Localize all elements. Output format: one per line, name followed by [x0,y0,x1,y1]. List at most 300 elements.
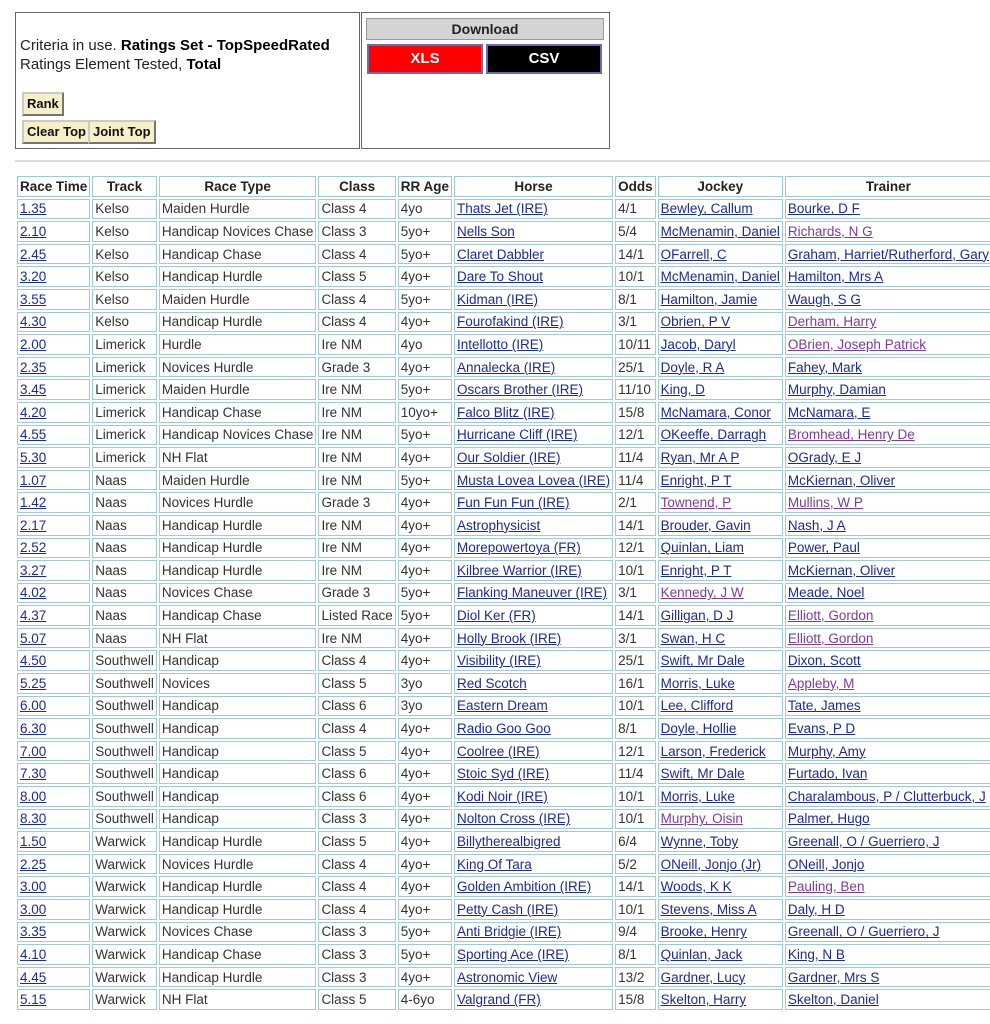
trainer-link[interactable]: Dixon, Scott [787,653,861,669]
table-row [17,696,990,717]
trainer-cell [785,470,990,491]
track-cell: Southwell [92,673,157,694]
jockey-link[interactable]: ONeill, Jonjo (Jr) [660,856,762,872]
race-type-cell: Novices Chase [159,583,317,604]
horse-link[interactable]: Anti Bridgie (IRE) [457,924,562,940]
jockey-link[interactable]: Gilligan, D J [660,608,734,624]
horse-link[interactable]: Eastern Dream [457,698,548,714]
jockey-cell [658,696,783,717]
race-time-link[interactable]: 5.25 [20,675,47,691]
trainer-link[interactable]: Murphy, Amy [787,743,866,759]
odds-cell: 15/8 [615,989,656,1010]
xls-download-button[interactable]: XLS [367,44,483,74]
jockey-link[interactable]: Doyle, Hollie [660,721,737,737]
trainer-link[interactable]: Fahey, Mark [787,359,862,375]
track-cell: Southwell [92,741,157,762]
section-divider [15,160,990,162]
trainer-link[interactable]: Elliott, Gordon [787,630,874,646]
horse-link[interactable]: Red Scotch [457,675,527,691]
track-cell: Warwick [92,854,157,875]
odds-cell: 10/1 [615,809,656,830]
trainer-link[interactable]: Power, Paul [787,540,860,556]
horse-link[interactable]: Valgrand (FR) [457,992,541,1008]
race-type-cell: Handicap [159,650,317,671]
jockey-link[interactable]: Woods, K K [660,879,732,895]
race-time-link[interactable]: 3.20 [20,269,47,285]
race-time-link[interactable]: 4.30 [20,314,47,330]
header-rr-age[interactable]: RR Age [398,176,452,197]
jockey-link[interactable]: Swift, Mr Dale [660,653,745,669]
horse-link[interactable]: Fourofakind (IRE) [457,314,564,330]
track-cell: Southwell [92,696,157,717]
jockey-link[interactable]: McMenamin, Daniel [660,223,780,239]
horse-link[interactable]: Hurricane Cliff (IRE) [457,427,578,443]
race-time-link[interactable]: 2.00 [20,336,47,352]
race-time-cell [17,650,90,671]
race-time-link[interactable]: 1.07 [20,472,47,488]
race-time-cell [17,741,90,762]
race-type-cell: Handicap Chase [159,402,317,423]
trainer-cell [785,628,990,649]
jockey-link[interactable]: Morris, Luke [660,788,735,804]
horse-link[interactable]: Claret Dabbler [457,246,545,262]
jockey-cell [658,989,783,1010]
jockey-link[interactable]: Kennedy, J W [660,585,744,601]
clear-top-button[interactable]: Clear Top [22,120,91,144]
rr-age-cell: 4yo+ [398,967,452,988]
trainer-cell [785,334,990,355]
class-cell: Grade 3 [318,492,395,513]
odds-cell: 11/4 [615,763,656,784]
race-type-cell: Maiden Hurdle [159,199,317,220]
header-class[interactable]: Class [318,176,395,197]
track-cell: Warwick [92,876,157,897]
trainer-link[interactable]: Greenall, O / Guerriero, J [787,924,940,940]
race-time-cell [17,831,90,852]
race-time-link[interactable]: 2.17 [20,517,47,533]
jockey-link[interactable]: Enright, P T [660,562,732,578]
jockey-cell [658,583,783,604]
race-time-cell [17,425,90,446]
race-time-link[interactable]: 2.35 [20,359,47,375]
race-time-link[interactable]: 4.20 [20,404,47,420]
table-row [17,515,990,536]
table-row [17,944,990,965]
race-time-cell [17,470,90,491]
race-time-link[interactable]: 1.42 [20,495,47,511]
jockey-link[interactable]: Townend, P [660,495,732,511]
rank-button[interactable]: Rank [22,92,64,116]
trainer-link[interactable]: McNamara, E [787,404,871,420]
trainer-link[interactable]: Richards, N G [787,223,873,239]
odds-cell: 11/4 [615,470,656,491]
odds-cell: 25/1 [615,357,656,378]
jockey-link[interactable]: Bewley, Callum [660,201,753,217]
odds-cell: 10/11 [615,334,656,355]
table-row [17,379,990,400]
race-time-link[interactable]: 3.55 [20,291,47,307]
rr-age-cell: 5yo+ [398,425,452,446]
trainer-link[interactable]: Furtado, Ivan [787,766,868,782]
trainer-cell [785,741,990,762]
trainer-link[interactable]: McKiernan, Oliver [787,562,896,578]
trainer-cell [785,244,990,265]
class-cell: Class 3 [318,967,395,988]
header-track[interactable]: Track [92,176,157,197]
rr-age-cell: 4yo [398,199,452,220]
race-time-link[interactable]: 2.45 [20,246,47,262]
jockey-link[interactable]: Quinlan, Liam [660,540,744,556]
download-panel [361,12,610,149]
jockey-cell [658,944,783,965]
jockey-link[interactable]: Hamilton, Jamie [660,291,758,307]
horse-cell [454,312,613,333]
horse-cell [454,334,613,355]
race-time-link[interactable]: 7.00 [20,743,47,759]
class-cell: Class 3 [318,944,395,965]
jockey-cell [658,741,783,762]
horse-link[interactable]: Stoic Syd (IRE) [457,766,550,782]
jockey-link[interactable]: Swift, Mr Dale [660,766,745,782]
jockey-link[interactable]: Wynne, Toby [660,834,739,850]
trainer-link[interactable]: Palmer, Hugo [787,811,870,827]
horse-cell [454,786,613,807]
rr-age-cell: 4yo+ [398,831,452,852]
trainer-cell [785,763,990,784]
jockey-link[interactable]: Skelton, Harry [660,992,747,1008]
trainer-link[interactable]: Bourke, D F [787,201,860,217]
horse-link[interactable]: Fun Fun Fun (IRE) [457,495,570,511]
odds-cell: 3/1 [615,583,656,604]
jockey-link[interactable]: Morris, Luke [660,675,735,691]
race-time-link[interactable]: 3.00 [20,901,47,917]
jockey-link[interactable]: Brooke, Henry [660,924,747,940]
horse-link[interactable]: King Of Tara [457,856,532,872]
track-cell: Kelso [92,244,157,265]
trainer-link[interactable]: ONeill, Jonjo [787,856,865,872]
track-cell: Southwell [92,786,157,807]
race-time-link[interactable]: 4.45 [20,969,47,985]
header-horse[interactable]: Horse [454,176,613,197]
horse-link[interactable]: Kilbree Warrior (IRE) [457,562,582,578]
jockey-cell [658,605,783,626]
odds-cell: 8/1 [615,718,656,739]
class-cell: Class 4 [318,718,395,739]
horse-link[interactable]: Nells Son [457,223,515,239]
track-cell: Kelso [92,199,157,220]
jockey-link[interactable]: Enright, P T [660,472,732,488]
trainer-link[interactable]: Waugh, S G [787,291,861,307]
race-time-link[interactable]: 1.35 [20,201,47,217]
header-race-time[interactable]: Race Time [17,176,90,197]
class-cell: Ire NM [318,470,395,491]
horse-link[interactable]: Oscars Brother (IRE) [457,382,584,398]
jockey-link[interactable]: Lee, Clifford [660,698,734,714]
race-time-link[interactable]: 7.30 [20,766,47,782]
race-type-cell: Handicap Hurdle [159,515,317,536]
trainer-link[interactable]: Derham, Harry [787,314,877,330]
jockey-cell [658,718,783,739]
horse-link[interactable]: Dare To Shout [457,269,544,285]
jockey-link[interactable]: Quinlan, Jack [660,946,743,962]
trainer-link[interactable]: Graham, Harriet/Rutherford, Gary [787,246,989,262]
horse-link[interactable]: Thats Jet (IRE) [457,201,548,217]
jockey-link[interactable]: Jacob, Daryl [660,336,736,352]
race-type-cell: Handicap Hurdle [159,560,317,581]
race-time-link[interactable]: 3.35 [20,924,47,940]
class-cell: Class 3 [318,221,395,242]
race-type-cell: Handicap Hurdle [159,266,317,287]
rr-age-cell: 4yo+ [398,876,452,897]
track-cell: Warwick [92,989,157,1010]
horse-link[interactable]: Kidman (IRE) [457,291,539,307]
jockey-link[interactable]: Ryan, Mr A P [660,449,740,465]
jockey-cell [658,266,783,287]
race-time-cell [17,289,90,310]
horse-link[interactable]: Nolton Cross (IRE) [457,811,571,827]
race-time-link[interactable]: 1.50 [20,834,47,850]
odds-cell: 14/1 [615,515,656,536]
race-time-link[interactable]: 5.15 [20,992,47,1008]
trainer-link[interactable]: Pauling, Ben [787,879,865,895]
race-time-link[interactable]: 4.10 [20,946,47,962]
jockey-link[interactable]: Gardner, Lucy [660,969,746,985]
horse-link[interactable]: Astronomic View [457,969,558,985]
race-time-link[interactable]: 2.25 [20,856,47,872]
table-row [17,199,990,220]
odds-cell: 5/4 [615,221,656,242]
horse-link[interactable]: Kodi Noir (IRE) [457,788,548,804]
trainer-link[interactable]: OGrady, E J [787,449,862,465]
horse-link[interactable]: Annalecka (IRE) [457,359,556,375]
csv-download-button[interactable]: CSV [486,44,602,74]
trainer-link[interactable]: Skelton, Daniel [787,992,879,1008]
trainer-link[interactable]: McKiernan, Oliver [787,472,896,488]
jockey-cell [658,876,783,897]
jockey-link[interactable]: OKeeffe, Darragh [660,427,767,443]
odds-cell: 2/1 [615,492,656,513]
race-time-link[interactable]: 3.45 [20,382,47,398]
jockey-cell [658,763,783,784]
race-type-cell: Handicap [159,786,317,807]
odds-cell: 11/10 [615,379,656,400]
race-time-link[interactable]: 8.00 [20,788,47,804]
trainer-link[interactable]: Tate, James [787,698,861,714]
trainer-cell [785,809,990,830]
race-time-link[interactable]: 4.55 [20,427,47,443]
odds-cell: 8/1 [615,289,656,310]
rr-age-cell: 4yo+ [398,560,452,581]
race-time-link[interactable]: 2.10 [20,223,47,239]
table-row [17,809,990,830]
horse-link[interactable]: Radio Goo Goo [457,721,551,737]
race-time-link[interactable]: 5.07 [20,630,47,646]
trainer-cell [785,696,990,717]
track-cell: Southwell [92,763,157,784]
horse-link[interactable]: Visibility (IRE) [457,653,541,669]
horse-link[interactable]: Billytherealbigred [457,834,561,850]
track-cell: Limerick [92,334,157,355]
horse-link[interactable]: Flanking Maneuver (IRE) [457,585,608,601]
trainer-link[interactable]: Bromhead, Henry De [787,427,915,443]
horse-link[interactable]: Morepowertoya (FR) [457,540,581,556]
track-cell: Naas [92,492,157,513]
horse-cell [454,605,613,626]
odds-cell: 12/1 [615,538,656,559]
header-race-type[interactable]: Race Type [159,176,317,197]
jockey-cell [658,379,783,400]
jockey-cell [658,899,783,920]
race-type-cell: Handicap [159,763,317,784]
jockey-link[interactable]: McNamara, Conor [660,404,771,420]
race-time-link[interactable]: 2.52 [20,540,47,556]
table-row [17,492,990,513]
rr-age-cell: 4yo+ [398,538,452,559]
jockey-link[interactable]: Obrien, P V [660,314,731,330]
race-time-link[interactable]: 6.30 [20,721,47,737]
race-time-link[interactable]: 3.27 [20,562,47,578]
horse-cell [454,538,613,559]
class-cell: Ire NM [318,515,395,536]
race-time-link[interactable]: 8.30 [20,811,47,827]
class-cell: Ire NM [318,379,395,400]
class-cell: Class 4 [318,244,395,265]
table-body [17,199,990,1010]
trainer-link[interactable]: Nash, J A [787,517,846,533]
class-cell: Class 3 [318,922,395,943]
jockey-cell [658,447,783,468]
trainer-cell [785,605,990,626]
rr-age-cell: 4yo+ [398,650,452,671]
odds-cell: 8/1 [615,944,656,965]
race-time-link[interactable]: 4.50 [20,653,47,669]
jockey-link[interactable]: Stevens, Miss A [660,901,757,917]
trainer-link[interactable]: Greenall, O / Guerriero, J [787,834,940,850]
class-cell: Ire NM [318,425,395,446]
race-time-link[interactable]: 4.37 [20,608,47,624]
race-time-link[interactable]: 4.02 [20,585,47,601]
jockey-link[interactable]: Brouder, Gavin [660,517,751,533]
jockey-link[interactable]: OFarrell, C [660,246,727,262]
track-cell: Limerick [92,402,157,423]
trainer-link[interactable]: Elliott, Gordon [787,608,874,624]
race-type-cell: Handicap Hurdle [159,876,317,897]
trainer-link[interactable]: Appleby, M [787,675,855,691]
trainer-link[interactable]: Hamilton, Mrs A [787,269,884,285]
jockey-link[interactable]: Murphy, Oisin [660,811,743,827]
trainer-link[interactable]: Daly, H D [787,901,845,917]
horse-cell [454,944,613,965]
ratings-set-value: Ratings Set - TopSpeedRated [120,37,330,54]
jockey-cell [658,786,783,807]
trainer-cell [785,425,990,446]
horse-link[interactable]: Holly Brook (IRE) [457,630,562,646]
trainer-link[interactable]: Meade, Noel [787,585,865,601]
jockey-cell [658,515,783,536]
trainer-link[interactable]: Charalambous, P / Clutterbuck, J [787,788,986,804]
rr-age-cell: 5yo+ [398,244,452,265]
table-row [17,763,990,784]
jockey-link[interactable]: McMenamin, Daniel [660,269,780,285]
horse-cell [454,425,613,446]
header-jockey[interactable]: Jockey [658,176,783,197]
horse-link[interactable]: Astrophysicist [457,517,541,533]
criteria-text [20,36,330,74]
horse-link[interactable]: Petty Cash (IRE) [457,901,559,917]
race-time-cell [17,718,90,739]
track-cell: Kelso [92,289,157,310]
horse-link[interactable]: Intellotto (IRE) [457,336,544,352]
class-cell: Ire NM [318,334,395,355]
jockey-link[interactable]: Larson, Frederick [660,743,766,759]
rr-age-cell: 4yo+ [398,809,452,830]
trainer-link[interactable]: Mullins, W P [787,495,863,511]
class-cell: Ire NM [318,447,395,468]
ratings-element-value: Total [186,56,222,73]
odds-cell: 3/1 [615,628,656,649]
rr-age-cell: 3yo [398,696,452,717]
rr-age-cell: 4yo+ [398,447,452,468]
jockey-cell [658,809,783,830]
track-cell: Limerick [92,379,157,400]
jockey-cell [658,425,783,446]
trainer-link[interactable]: OBrien, Joseph Patrick [787,336,926,352]
table-row [17,922,990,943]
trainer-cell [785,854,990,875]
horse-link[interactable]: Sporting Ace (IRE) [457,946,569,962]
jockey-cell [658,312,783,333]
horse-link[interactable]: Our Soldier (IRE) [457,449,561,465]
horse-link[interactable]: Diol Ker (FR) [457,608,536,624]
trainer-link[interactable]: Evans, P D [787,721,856,737]
jockey-cell [658,289,783,310]
horse-cell [454,515,613,536]
jockey-link[interactable]: Swan, H C [660,630,726,646]
header-trainer[interactable]: Trainer [785,176,990,197]
rr-age-cell: 5yo+ [398,605,452,626]
trainer-link[interactable]: Murphy, Damian [787,382,886,398]
jockey-link[interactable]: King, D [660,382,705,398]
header-odds[interactable]: Odds [615,176,656,197]
race-time-link[interactable]: 3.00 [20,879,47,895]
horse-link[interactable]: Musta Lovea Lovea (IRE) [457,472,611,488]
jockey-cell [658,334,783,355]
jockey-link[interactable]: Doyle, R A [660,359,725,375]
joint-top-button[interactable]: Joint Top [88,120,156,144]
trainer-link[interactable]: Gardner, Mrs S [787,969,880,985]
race-time-link[interactable]: 6.00 [20,698,47,714]
rr-age-cell: 4yo+ [398,718,452,739]
race-time-link[interactable]: 5.30 [20,449,47,465]
criteria-line-1: Criteria in use. Ratings Set - TopSpeedRated [20,37,330,54]
trainer-link[interactable]: King, N B [787,946,845,962]
track-cell: Limerick [92,447,157,468]
race-time-cell [17,447,90,468]
horse-cell [454,583,613,604]
horse-link[interactable]: Coolree (IRE) [457,743,540,759]
track-cell: Naas [92,605,157,626]
odds-cell: 10/1 [615,266,656,287]
race-time-cell [17,538,90,559]
race-time-cell [17,266,90,287]
trainer-cell [785,447,990,468]
rr-age-cell: 4-6yo [398,989,452,1010]
horse-link[interactable]: Golden Ambition (IRE) [457,879,592,895]
trainer-cell [785,402,990,423]
class-cell: Class 4 [318,899,395,920]
horse-link[interactable]: Falco Blitz (IRE) [457,404,555,420]
odds-cell: 15/8 [615,402,656,423]
